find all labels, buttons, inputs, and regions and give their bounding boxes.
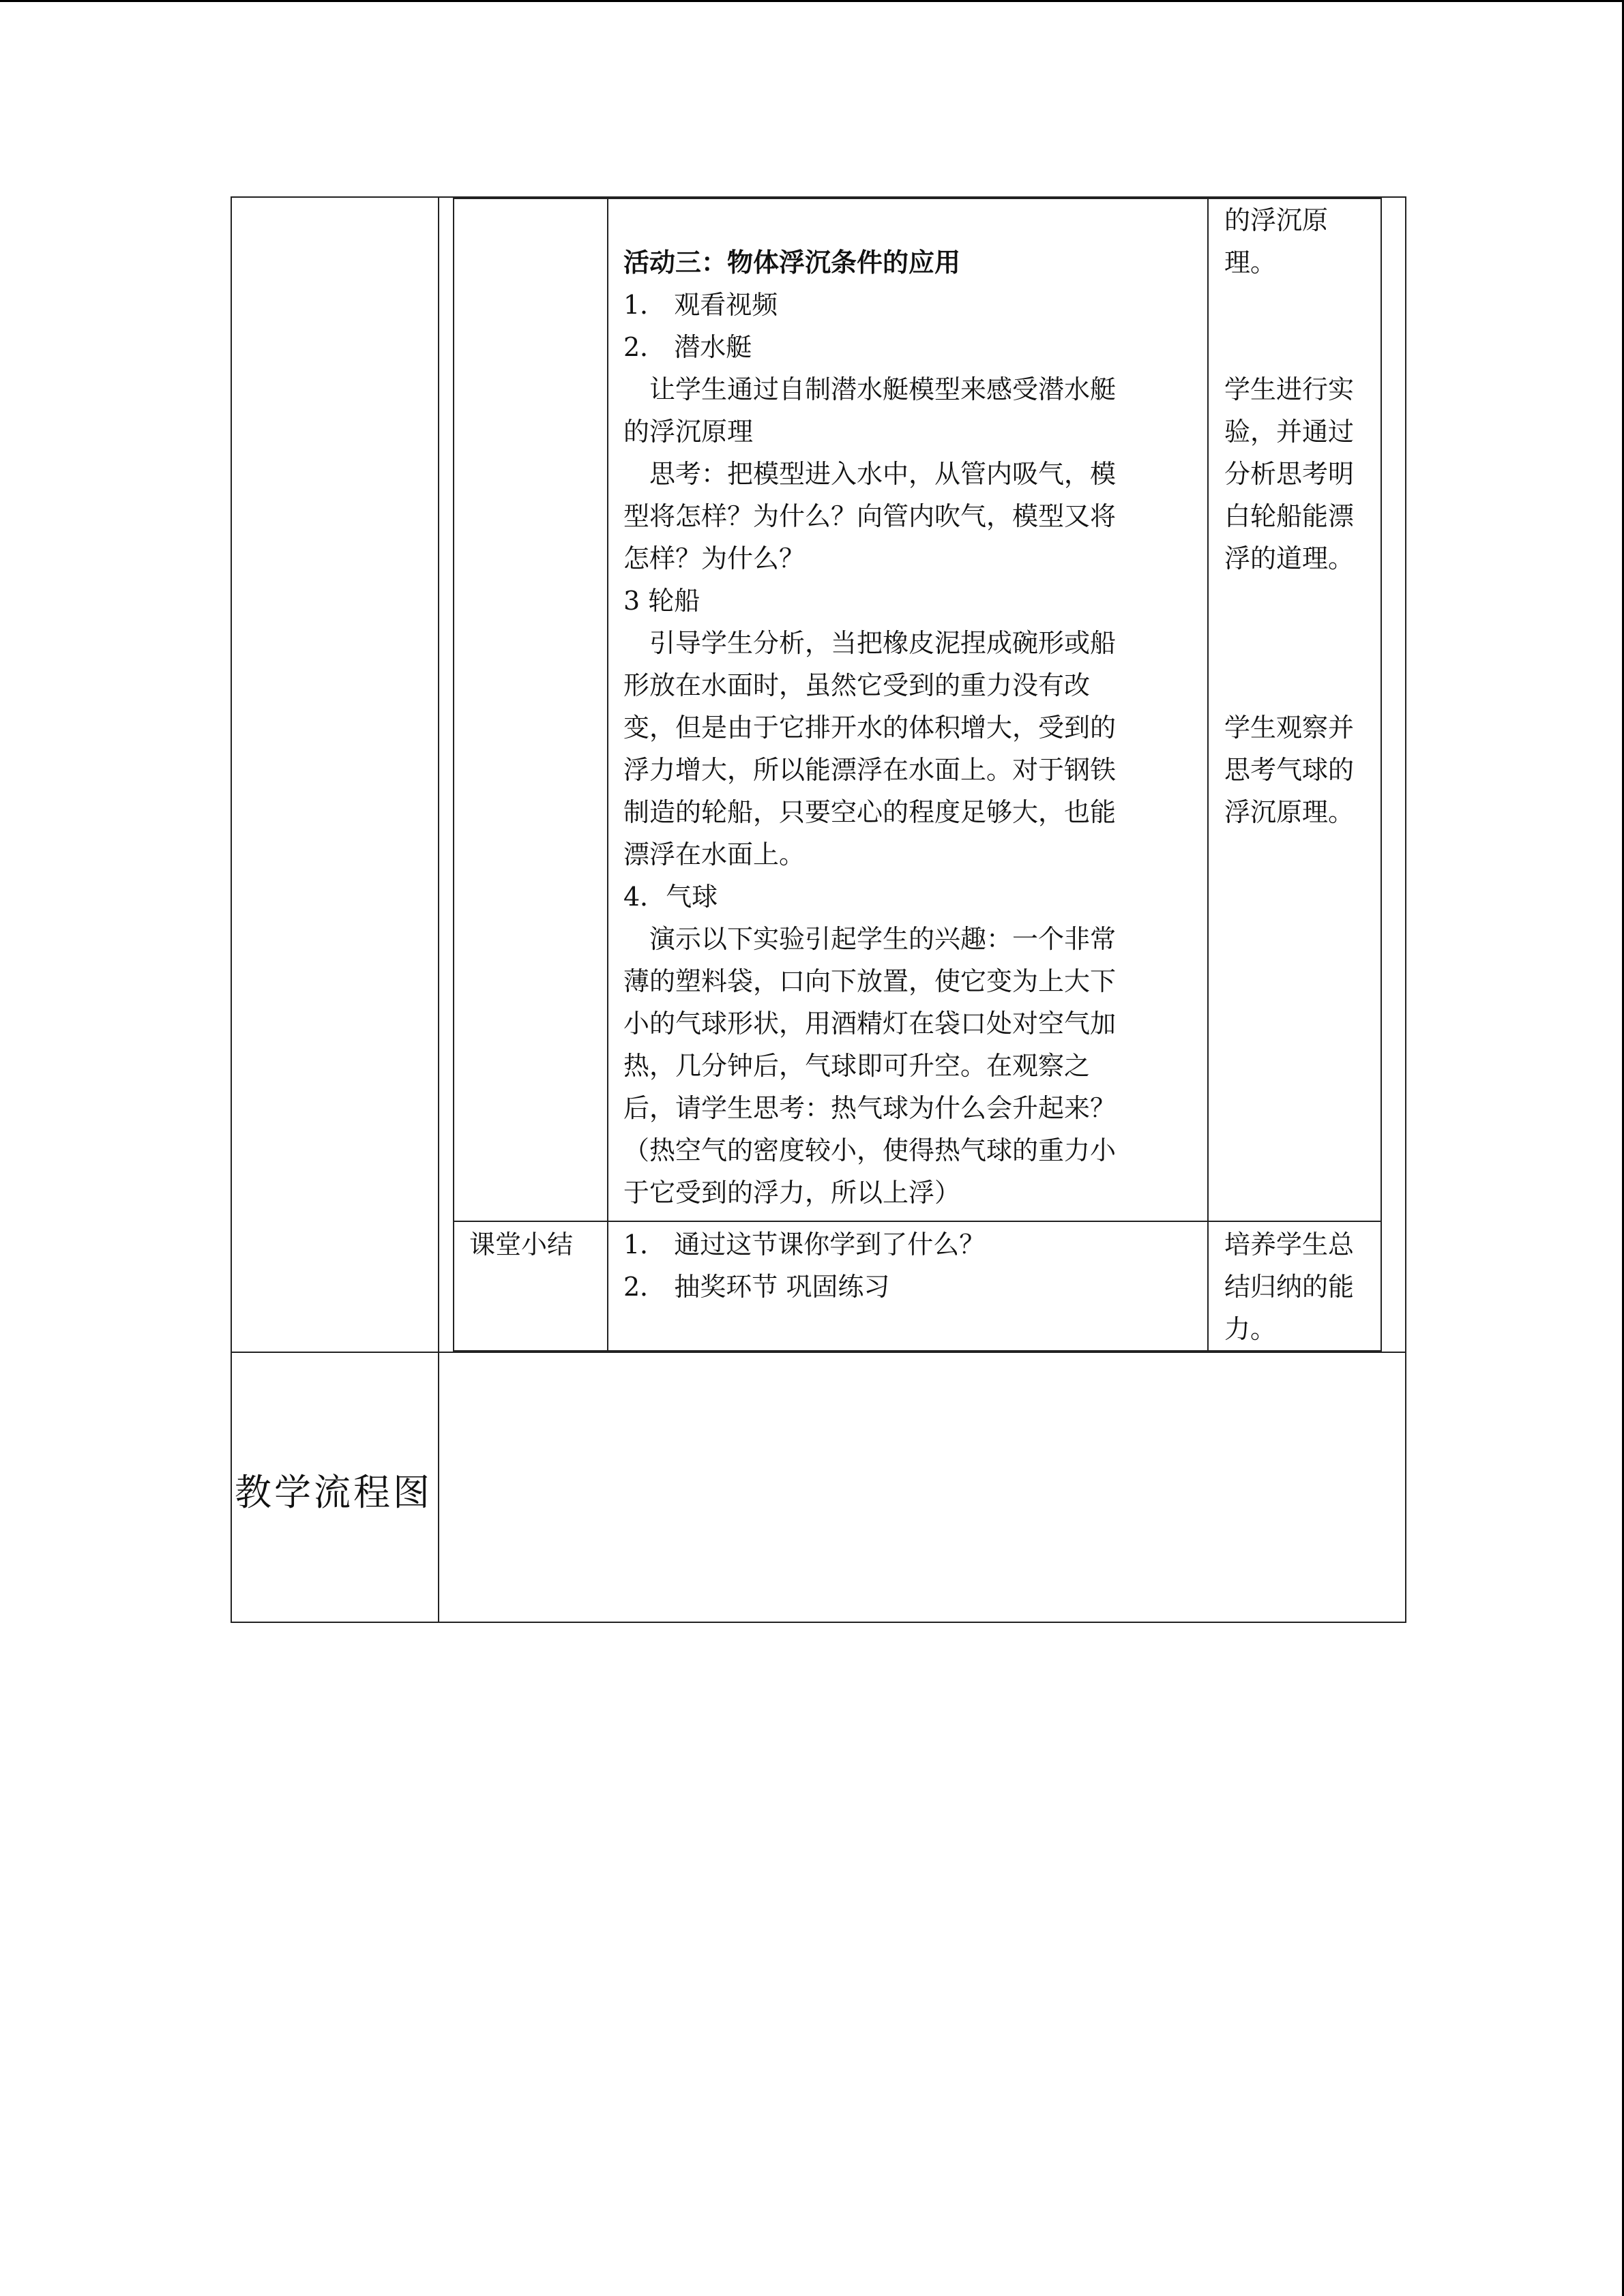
content-line: 型将怎样？为什么？向管内吹气，模型又将 — [623, 501, 1117, 531]
inner-row-divider — [453, 1221, 1382, 1222]
flow-chart-label: 教学流程图 — [235, 1471, 432, 1514]
content-line: 2． 潜水艇 — [623, 332, 752, 362]
outer-col-divider — [438, 196, 439, 1623]
content-line: 引导学生分析，当把橡皮泥捏成碗形或船 — [623, 628, 1117, 658]
inner-col-divider-1 — [607, 198, 608, 1352]
side-note-line: 分析思考明 — [1224, 459, 1355, 489]
side-note-line: 理。 — [1224, 248, 1277, 278]
inner-col-divider-2 — [1207, 198, 1209, 1352]
content-line: 怎样？为什么？ — [623, 543, 806, 573]
side-note-line: 学生进行实 — [1224, 374, 1355, 404]
content-line: 形放在水面时，虽然它受到的重力没有改 — [623, 670, 1091, 700]
content-line: 1． 观看视频 — [623, 290, 778, 320]
summary-side-line: 培养学生总 — [1224, 1229, 1355, 1259]
side-note-line: 学生观察并 — [1224, 713, 1355, 743]
summary-line: 1． 通过这节课你学到了什么？ — [623, 1229, 986, 1259]
content-line: 浮力增大，所以能漂浮在水面上。对于钢铁 — [623, 755, 1117, 785]
content-line: 制造的轮船，只要空心的程度足够大，也能 — [623, 797, 1117, 827]
content-line: 小的气球形状，用酒精灯在袋口处对空气加 — [623, 1009, 1117, 1039]
side-note-line: 思考气球的 — [1224, 755, 1355, 785]
content-line: 3 轮船 — [623, 586, 700, 616]
side-note-line: 浮沉原理。 — [1224, 797, 1355, 827]
content-line: 4．气球 — [623, 882, 718, 912]
outer-row-divider — [231, 1352, 1406, 1353]
summary-line: 2． 抽奖环节 巩固练习 — [623, 1272, 890, 1302]
flow-chart-area — [441, 1354, 1405, 1622]
content-line: 薄的塑料袋，口向下放置，使它变为上大下 — [623, 966, 1117, 996]
content-line: 演示以下实验引起学生的兴趣：一个非常 — [623, 924, 1117, 954]
side-note-line: 的浮沉原 — [1224, 205, 1329, 235]
content-line: 的浮沉原理 — [623, 417, 754, 447]
content-line: （热空气的密度较小，使得热气球的重力小 — [623, 1135, 1117, 1165]
side-note-line: 验，并通过 — [1224, 417, 1355, 447]
summary-side-line: 结归纳的能 — [1224, 1272, 1355, 1302]
content-line: 于它受到的浮力，所以上浮） — [623, 1178, 961, 1208]
content-line: 热，几分钟后，气球即可升空。在观察之 — [623, 1051, 1091, 1081]
side-note-line: 白轮船能漂 — [1224, 501, 1355, 531]
content-line: 后，请学生思考：热气球为什么会升起来？ — [623, 1093, 1117, 1123]
summary-label: 课堂小结 — [469, 1229, 574, 1259]
summary-side-line: 力。 — [1224, 1314, 1277, 1344]
content-line: 变，但是由于它排开水的体积增大，受到的 — [623, 713, 1117, 743]
content-line: 让学生通过自制潜水艇模型来感受潜水艇 — [623, 374, 1117, 404]
content-line: 漂浮在水面上。 — [623, 839, 806, 869]
content-line: 思考：把模型进入水中，从管内吸气，模 — [623, 459, 1117, 489]
activity-heading: 活动三：物体浮沉条件的应用 — [623, 247, 961, 278]
side-note-line: 浮的道理。 — [1224, 543, 1355, 573]
page-top-border — [0, 0, 1624, 2]
